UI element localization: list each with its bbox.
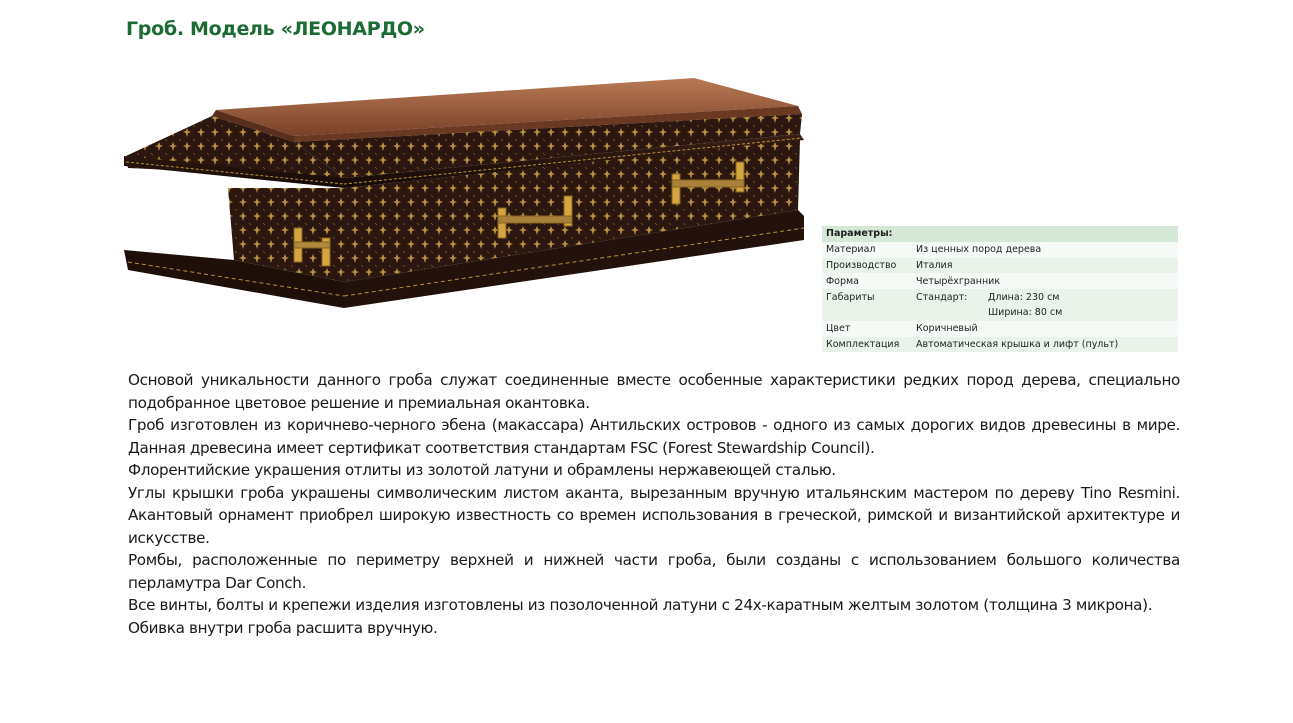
dimension-width: Ширина: 80 см	[988, 307, 1063, 319]
description-text	[128, 369, 1180, 639]
parameters-table	[822, 226, 1178, 352]
param-value: Автоматическая крышка и лифт (пульт)	[912, 337, 1178, 353]
description-paragraph: Флорентийские украшения отлиты из золотой латуни и обрамлены нержавеющей сталью.	[128, 461, 836, 479]
description-paragraph: Основой уникальности данного гроба служат соединенные вместе особенные характеристики редких пород дерева, специально подобранное цветовое решение и премиальная окантовка.	[128, 371, 1180, 412]
param-row-origin	[822, 258, 1178, 274]
param-row-equipment	[822, 337, 1178, 353]
description-paragraph: Обивка внутри гроба расшита вручную.	[128, 618, 438, 637]
description-paragraph: Все винты, болты и крепежи изделия изготовлены из позолоченной латуни с 24х-каратным желтым золотом (толщина 3 микрона).	[128, 596, 1153, 614]
param-row-shape	[822, 273, 1178, 289]
page-title: Гроб. Модель «ЛЕОНАРДО»	[126, 18, 425, 40]
param-value: Коричневый	[912, 321, 1178, 337]
coffin-product-image	[124, 70, 806, 335]
param-value: Италия	[912, 258, 1178, 274]
param-key: Габариты	[822, 289, 912, 305]
param-row-dimensions-width	[822, 305, 1178, 321]
param-value: Четырёхгранник	[912, 273, 1178, 289]
param-key: Материал	[822, 242, 912, 258]
parameters-header-row	[822, 226, 1178, 242]
param-row-color	[822, 321, 1178, 337]
description-paragraph: Углы крышки гроба украшены символическим листом аканта, вырезанным вручную итальянским мастером по дереву Tino Resmini. Акантовый орнамент приобрел широкую известность со времен использования в греческой, римской и византийской архитектуре и искусстве.	[128, 483, 1180, 547]
param-key: Цвет	[822, 321, 912, 337]
param-key: Производство	[822, 258, 912, 274]
param-row-dimensions	[822, 289, 1178, 305]
description-paragraph: Ромбы, расположенные по периметру верхней и нижней части гроба, были созданы с использованием большого количества перламутра Dar Conch.	[128, 551, 1180, 592]
param-key: Форма	[822, 273, 912, 289]
param-key: Комплектация	[822, 337, 912, 353]
dimension-standard-label: Стандарт:	[916, 291, 968, 303]
param-value	[912, 305, 1178, 321]
param-row-material	[822, 242, 1178, 258]
param-value: Из ценных пород дерева	[912, 242, 1178, 258]
parameters-header: Параметры:	[822, 226, 1178, 242]
param-value	[912, 289, 1178, 305]
dimension-length: Длина: 230 см	[988, 291, 1060, 303]
description-paragraph: Гроб изготовлен из коричнево-черного эбена (макассара) Антильских островов - одного из самых дорогих видов древесины в мире. Данная древесина имеет сертификат соответствия стандартам FSC (Forest Stewardship Council).	[128, 416, 1180, 457]
